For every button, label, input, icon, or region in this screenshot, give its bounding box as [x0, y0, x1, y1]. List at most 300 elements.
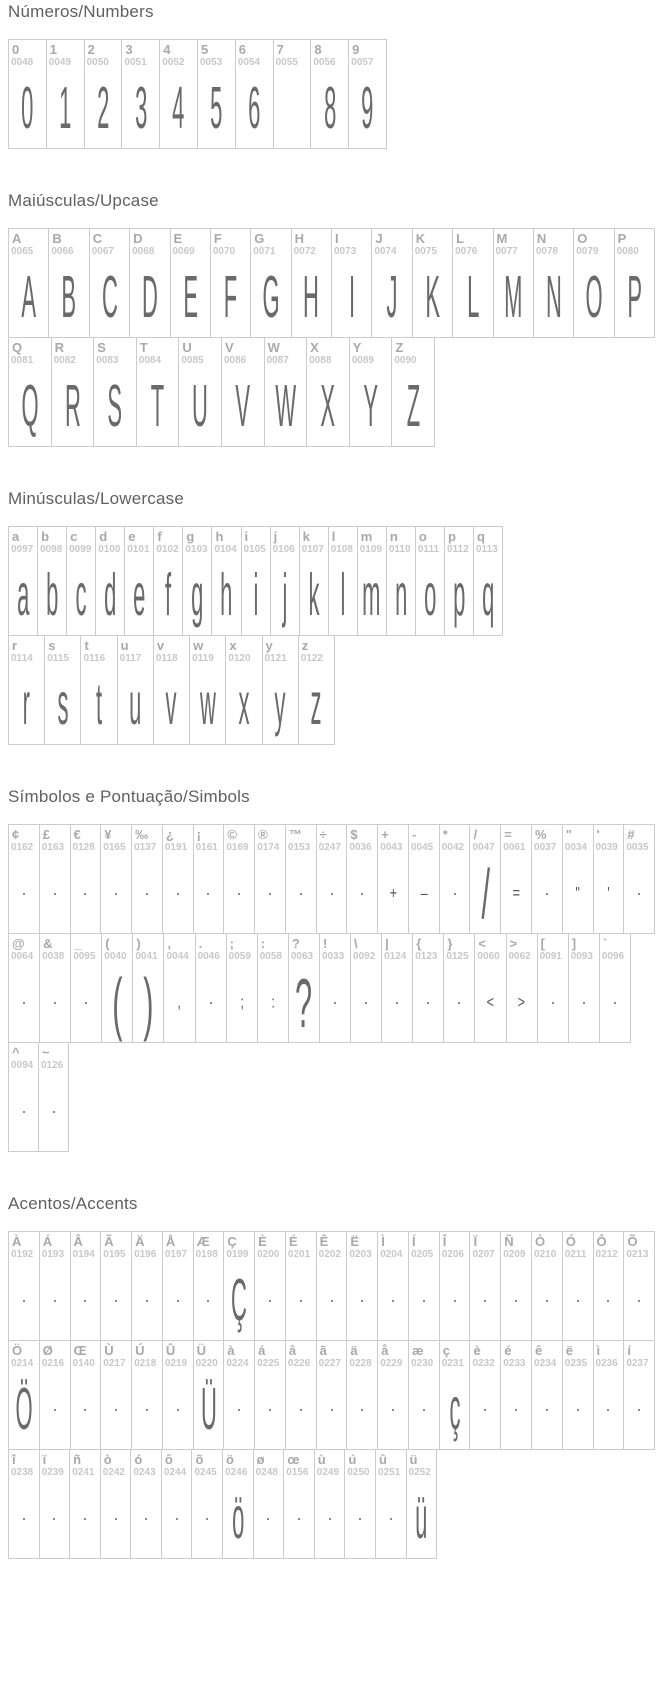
glyph-char-label: Ê: [319, 1234, 329, 1249]
glyph-code-label: 0101: [127, 544, 150, 555]
glyph-char-label: C: [92, 231, 103, 246]
missing-glyph-dot: [115, 1300, 117, 1302]
missing-glyph-dot: [54, 1300, 56, 1302]
glyph-preview: [71, 1261, 101, 1340]
glyph-row: [8, 933, 631, 1043]
missing-glyph-dot: [365, 1002, 367, 1004]
missing-glyph-dot: [238, 1409, 240, 1411]
glyph-cell: [348, 39, 387, 149]
glyph-shape: B: [61, 263, 77, 330]
glyph-char-label: ã: [319, 1343, 327, 1358]
glyph-preview: [382, 963, 412, 1042]
glyph-cell: [350, 933, 382, 1043]
glyph-char-label: â: [288, 1343, 297, 1358]
glyph-code-label: 0093: [570, 951, 593, 962]
glyph-code-label: 0055: [275, 57, 298, 68]
glyph-char-label: f: [157, 529, 162, 544]
glyph-cell: [39, 824, 71, 934]
glyph-code-label: 0125: [446, 951, 469, 962]
glyph-shape: O: [585, 263, 603, 330]
glyph-shape: t: [95, 670, 103, 737]
glyph-cell: [197, 39, 236, 149]
glyph-preview: [211, 258, 250, 337]
glyph-cell: [39, 1449, 71, 1559]
glyph-cell: [375, 1449, 407, 1559]
glyph-cell: [408, 1340, 440, 1450]
glyph-code-label: 0048: [11, 57, 34, 68]
glyph-shape: –: [420, 884, 428, 903]
glyph-code-label: 0034: [564, 842, 588, 853]
glyph-cell: [193, 1340, 225, 1450]
glyph-char-label: 5: [200, 42, 209, 57]
glyph-code-label: 0217: [103, 1358, 126, 1369]
glyph-code-label: 0106: [272, 544, 295, 555]
glyph-cell: [254, 1231, 286, 1341]
glyph-preview: [345, 1479, 375, 1558]
section-uppercase: [8, 191, 653, 447]
glyph-char-label: [: [540, 936, 545, 951]
glyph-shape: 3: [134, 74, 147, 141]
glyph-char-label: {: [416, 936, 422, 951]
glyph-preview: [378, 1261, 408, 1340]
glyph-cell: [8, 635, 45, 745]
glyph-char-label: ¿: [165, 827, 174, 842]
glyph-preview: [9, 1072, 38, 1151]
glyph-char-label: P: [617, 231, 627, 246]
glyph-preview: [350, 367, 392, 446]
missing-glyph-dot: [177, 1409, 179, 1411]
glyph-cell: [344, 1449, 376, 1559]
glyph-preview: [444, 963, 474, 1042]
glyph-code-label: 0203: [349, 1249, 372, 1260]
glyph-char-label: V: [224, 340, 234, 355]
glyph-char-label: X: [310, 340, 319, 355]
glyph-char-label: ì: [596, 1343, 601, 1358]
glyph-preview: [251, 258, 290, 337]
glyph-shape: n: [394, 561, 407, 628]
glyph-preview: [101, 1261, 131, 1340]
glyph-preview: [9, 1370, 39, 1449]
glyph-char-label: Â: [73, 1234, 83, 1249]
glyph-code-label: 0137: [134, 842, 157, 853]
glyph-char-label: ñ: [73, 1452, 82, 1467]
glyph-char-label: 1: [49, 42, 58, 57]
missing-glyph-dot: [359, 1518, 361, 1520]
glyph-cell: [531, 824, 563, 934]
glyph-cell: [298, 635, 335, 745]
glyph-char-label: Ë: [350, 1234, 360, 1249]
glyph-cell: [493, 228, 534, 338]
glyph-cell: [235, 39, 274, 149]
glyph-char-label: >: [509, 936, 518, 951]
glyph-cell: [250, 228, 291, 338]
glyph-preview: [9, 69, 46, 148]
glyph-preview: [90, 258, 129, 337]
glyph-cell: [562, 824, 594, 934]
glyph-code-label: 0068: [132, 246, 155, 257]
missing-glyph-dot: [396, 1002, 398, 1004]
missing-glyph-dot: [458, 1002, 460, 1004]
glyph-char-label: Ñ: [504, 1234, 514, 1249]
glyph-cell: [408, 1231, 440, 1341]
glyph-cell: [254, 1340, 286, 1450]
glyph-code-label: 0194: [72, 1249, 95, 1260]
glyph-code-label: 0095: [73, 951, 96, 962]
glyph-shape: p: [452, 561, 466, 628]
glyph-shape: h: [220, 561, 233, 628]
glyph-char-label: ;: [229, 936, 234, 951]
glyph-code-label: 0115: [47, 653, 69, 664]
glyph-char-label: G: [254, 231, 265, 246]
glyph-preview: [258, 963, 288, 1042]
glyph-shape: Z: [406, 372, 420, 439]
glyph-code-label: 0230: [410, 1358, 434, 1369]
glyph-shape: P: [626, 263, 642, 330]
glyph-char-label: +: [381, 827, 389, 842]
glyph-shape: >: [517, 993, 526, 1012]
glyph-shape: k: [308, 561, 320, 628]
glyph-cell: [285, 1231, 317, 1341]
glyph-code-label: 0119: [192, 653, 214, 664]
glyph-shape: q: [481, 561, 495, 628]
section-title-lowercase: Minúsculas/Lowercase: [8, 489, 184, 508]
glyph-preview: [49, 258, 88, 337]
glyph-code-label: 0113: [476, 544, 498, 555]
glyph-code-label: 0235: [564, 1358, 588, 1369]
glyph-shape: I: [348, 263, 355, 330]
glyph-shape: ç: [449, 1375, 461, 1442]
missing-glyph-dot: [176, 1518, 178, 1520]
glyph-row: [8, 228, 655, 338]
glyph-preview: [70, 1479, 100, 1558]
glyph-char-label: Ü: [196, 1343, 206, 1358]
glyph-cell: [349, 337, 393, 447]
glyph-char-label: k: [302, 529, 310, 544]
glyph-preview: [227, 963, 257, 1042]
glyph-code-label: 0239: [41, 1467, 64, 1478]
glyph-shape: K: [425, 263, 440, 330]
glyph-char-label: 6: [238, 42, 247, 57]
glyph-cell: [80, 635, 117, 745]
glyph-preview: [9, 1261, 39, 1340]
glyph-cell: [70, 933, 102, 1043]
glyph-code-label: 0210: [534, 1249, 557, 1260]
glyph-preview: [349, 69, 386, 148]
glyph-preview: [163, 1261, 193, 1340]
glyph-shape: y: [274, 670, 286, 737]
glyph-preview: [332, 258, 371, 337]
glyph-row: [8, 39, 387, 149]
glyph-cell: [469, 1231, 501, 1341]
glyph-char-label: /: [473, 827, 478, 842]
glyph-cell: [162, 824, 194, 934]
glyph-shape: 2: [96, 74, 110, 141]
glyph-preview: [194, 1370, 224, 1449]
glyph-cell: [182, 526, 212, 636]
glyph-code-label: 0072: [293, 246, 316, 257]
glyph-shape: /: [481, 854, 490, 933]
glyph-char-label: !: [322, 936, 328, 951]
glyph-shape: J: [386, 263, 398, 330]
section-numbers: [8, 2, 653, 149]
glyph-code-label: 0096: [601, 951, 625, 962]
glyph-char-label: Å: [165, 1234, 176, 1249]
glyph-char-label: Q: [12, 340, 23, 355]
glyph-code-label: 0076: [455, 246, 478, 257]
glyph-cell: [473, 526, 503, 636]
glyph-char-label: Ú: [135, 1343, 145, 1358]
glyph-preview: [194, 1261, 224, 1340]
glyph-char-label: ö: [226, 1452, 234, 1467]
glyph-preview: [9, 556, 37, 635]
glyph-preview: [223, 1479, 253, 1558]
glyph-shape: o: [423, 561, 437, 628]
glyph-preview: [416, 556, 444, 635]
glyph-code-label: 0040: [104, 951, 127, 962]
glyph-cell: [70, 824, 102, 934]
missing-glyph-dot: [54, 893, 56, 895]
glyph-code-label: 0219: [164, 1358, 188, 1369]
glyph-cell: [241, 526, 271, 636]
glyph-preview: [501, 1370, 531, 1449]
glyph-preview: [71, 963, 101, 1042]
missing-glyph-dot: [210, 1002, 212, 1004]
glyph-char-label: Ò: [535, 1234, 546, 1249]
glyph-cell: [44, 635, 81, 745]
glyph-code-label: 0092: [353, 951, 376, 962]
glyph-shape: S: [107, 372, 123, 439]
glyph-char-label: b: [41, 529, 50, 544]
glyph-char-label: $: [350, 827, 358, 842]
glyph-code-label: 0075: [414, 246, 437, 257]
glyph-code-label: 0124: [384, 951, 407, 962]
glyph-preview: [453, 258, 492, 337]
glyph-cell: [100, 1449, 132, 1559]
missing-glyph-dot: [54, 1002, 56, 1004]
glyph-code-label: 0064: [11, 951, 34, 962]
missing-glyph-dot: [85, 1002, 87, 1004]
glyph-preview: [9, 258, 48, 337]
glyph-preview: [311, 69, 348, 148]
missing-glyph-dot: [23, 1518, 25, 1520]
glyph-char-label: Ì: [381, 1234, 385, 1249]
glyph-preview: [162, 1479, 192, 1558]
glyph-preview: [532, 854, 562, 933]
missing-glyph-dot: [392, 1409, 394, 1411]
glyph-preview: [532, 1370, 562, 1449]
missing-glyph-dot: [583, 1002, 585, 1004]
glyph-preview: [289, 963, 319, 1042]
glyph-shape: H: [303, 263, 320, 330]
section-title-uppercase: Maiúsculas/Upcase: [8, 191, 159, 210]
glyph-cell: [264, 337, 308, 447]
glyph-preview: [40, 854, 70, 933]
glyph-preview: [9, 367, 51, 446]
glyph-shape: a: [16, 561, 30, 628]
glyph-shape: d: [104, 561, 117, 628]
glyph-cell: [500, 1340, 532, 1450]
glyph-code-label: 0233: [503, 1358, 526, 1369]
glyph-code-label: 0041: [135, 951, 158, 962]
glyph-grid-uppercase: [8, 228, 653, 447]
glyph-char-label: &: [43, 936, 53, 951]
glyph-preview: [409, 1370, 439, 1449]
glyph-cell: [314, 1449, 346, 1559]
glyph-char-label: Ã: [104, 1234, 114, 1249]
glyph-code-label: 0214: [11, 1358, 34, 1369]
glyph-preview: [96, 556, 124, 635]
glyph-preview: [501, 854, 531, 933]
glyph-cell: [69, 1449, 101, 1559]
glyph-preview: [130, 258, 169, 337]
glyph-shape: A: [21, 263, 37, 330]
glyph-char-label: d: [99, 529, 108, 544]
glyph-code-label: 0174: [257, 842, 280, 853]
glyph-code-label: 0196: [134, 1249, 157, 1260]
missing-glyph-dot: [269, 1409, 271, 1411]
glyph-cell: [38, 1042, 69, 1152]
glyph-preview: [594, 854, 624, 933]
glyph-char-label: é: [504, 1343, 512, 1358]
glyph-cell: [623, 1340, 655, 1450]
glyph-code-label: 0066: [51, 246, 74, 257]
glyph-preview: [563, 1261, 593, 1340]
missing-glyph-dot: [84, 1300, 86, 1302]
glyph-cell: [406, 1449, 438, 1559]
glyph-preview: [378, 854, 408, 933]
glyph-code-label: 0198: [195, 1249, 218, 1260]
missing-glyph-dot: [546, 1300, 548, 1302]
glyph-char-label: N: [536, 231, 547, 246]
glyph-preview: [445, 556, 473, 635]
glyph-char-label: U: [182, 340, 192, 355]
glyph-char-label: ê: [535, 1343, 543, 1358]
glyph-cell: [531, 1231, 563, 1341]
glyph-preview: [81, 665, 116, 744]
glyph-cell: [562, 1231, 594, 1341]
glyph-code-label: 0094: [11, 1060, 34, 1071]
glyph-char-label: Y: [352, 340, 362, 355]
glyph-shape: 9: [361, 74, 374, 141]
glyph-char-label: 0: [12, 42, 20, 57]
missing-glyph-dot: [267, 1518, 269, 1520]
glyph-code-label: 0105: [243, 544, 266, 555]
glyph-code-label: 0089: [351, 355, 374, 366]
glyph-preview: [94, 367, 136, 446]
missing-glyph-dot: [269, 893, 271, 895]
glyph-preview: [563, 854, 593, 933]
glyph-cell: [100, 1340, 132, 1450]
glyph-char-label: ®: [258, 827, 268, 842]
glyph-code-label: 0074: [374, 246, 397, 257]
glyph-code-label: 0085: [181, 355, 204, 366]
glyph-char-label: Û: [165, 1343, 176, 1358]
glyph-preview: [409, 854, 439, 933]
glyph-cell: [291, 228, 332, 338]
glyph-cell: [48, 228, 89, 338]
glyph-preview: [574, 258, 613, 337]
glyph-cell: [170, 228, 211, 338]
glyph-cell: [257, 933, 289, 1043]
glyph-code-label: 0205: [410, 1249, 434, 1260]
glyph-preview: [315, 1479, 345, 1558]
missing-glyph-dot: [423, 1300, 425, 1302]
glyph-shape: N: [545, 263, 562, 330]
glyph-preview: [40, 1370, 70, 1449]
glyph-code-label: 0232: [472, 1358, 495, 1369]
glyph-char-label: ,: [167, 936, 172, 951]
glyph-char-label: ‰: [135, 827, 149, 842]
glyph-preview: [392, 367, 434, 446]
glyph-code-label: 0249: [316, 1467, 340, 1478]
missing-glyph-dot: [515, 1409, 517, 1411]
glyph-preview: [615, 258, 654, 337]
glyph-code-label: 0049: [48, 57, 72, 68]
glyph-code-label: 0052: [162, 57, 185, 68]
glyph-preview: [163, 1370, 193, 1449]
glyph-code-label: 0244: [163, 1467, 187, 1478]
glyph-cell: [159, 39, 198, 149]
glyph-preview: [307, 367, 349, 446]
glyph-cell: [593, 824, 625, 934]
glyph-code-label: 0195: [103, 1249, 126, 1260]
glyph-char-label: .: [198, 936, 203, 951]
glyph-char-label: à: [227, 1343, 235, 1358]
glyph-char-label: Õ: [627, 1234, 638, 1249]
glyph-shape: R: [64, 372, 81, 439]
glyph-preview: [242, 556, 270, 635]
glyph-cell: [533, 228, 574, 338]
glyph-code-label: 0056: [313, 57, 336, 68]
glyph-char-label: æ: [411, 1343, 424, 1358]
glyph-preview: [9, 1479, 39, 1558]
glyph-shape: C: [101, 263, 118, 330]
glyph-code-label: 0201: [287, 1249, 311, 1260]
glyph-preview: [40, 1479, 70, 1558]
glyph-code-label: 0156: [286, 1467, 309, 1478]
glyph-code-label: 0065: [11, 246, 34, 257]
glyph-preview: [163, 854, 193, 933]
glyph-char-label: É: [288, 1234, 298, 1249]
glyph-cell: [100, 824, 132, 934]
section-symbols: [8, 787, 653, 1152]
glyph-cell: [39, 933, 71, 1043]
glyph-shape: M: [504, 263, 523, 330]
glyph-code-label: 0067: [91, 246, 114, 257]
glyph-preview: [179, 367, 221, 446]
glyph-shape: L: [466, 263, 479, 330]
missing-glyph-dot: [84, 893, 86, 895]
glyph-shape: D: [141, 263, 158, 330]
glyph-shape: m: [362, 561, 381, 628]
glyph-code-label: 0209: [503, 1249, 526, 1260]
glyph-char-label: á: [258, 1343, 266, 1358]
glyph-char-label: e: [128, 529, 136, 544]
glyph-code-label: 0211: [564, 1249, 587, 1260]
missing-glyph-dot: [300, 1409, 302, 1411]
glyph-preview: [538, 963, 568, 1042]
missing-glyph-dot: [23, 1300, 25, 1302]
glyph-code-label: 0191: [164, 842, 188, 853]
glyph-preview: [71, 1370, 101, 1449]
glyph-cell: [153, 526, 183, 636]
glyph-char-label: _: [74, 936, 82, 951]
glyph-char-label: ï: [42, 1452, 47, 1467]
glyph-code-label: 0088: [309, 355, 332, 366]
glyph-code-label: 0084: [138, 355, 162, 366]
glyph-cell: [153, 635, 190, 745]
glyph-cell: [306, 337, 350, 447]
